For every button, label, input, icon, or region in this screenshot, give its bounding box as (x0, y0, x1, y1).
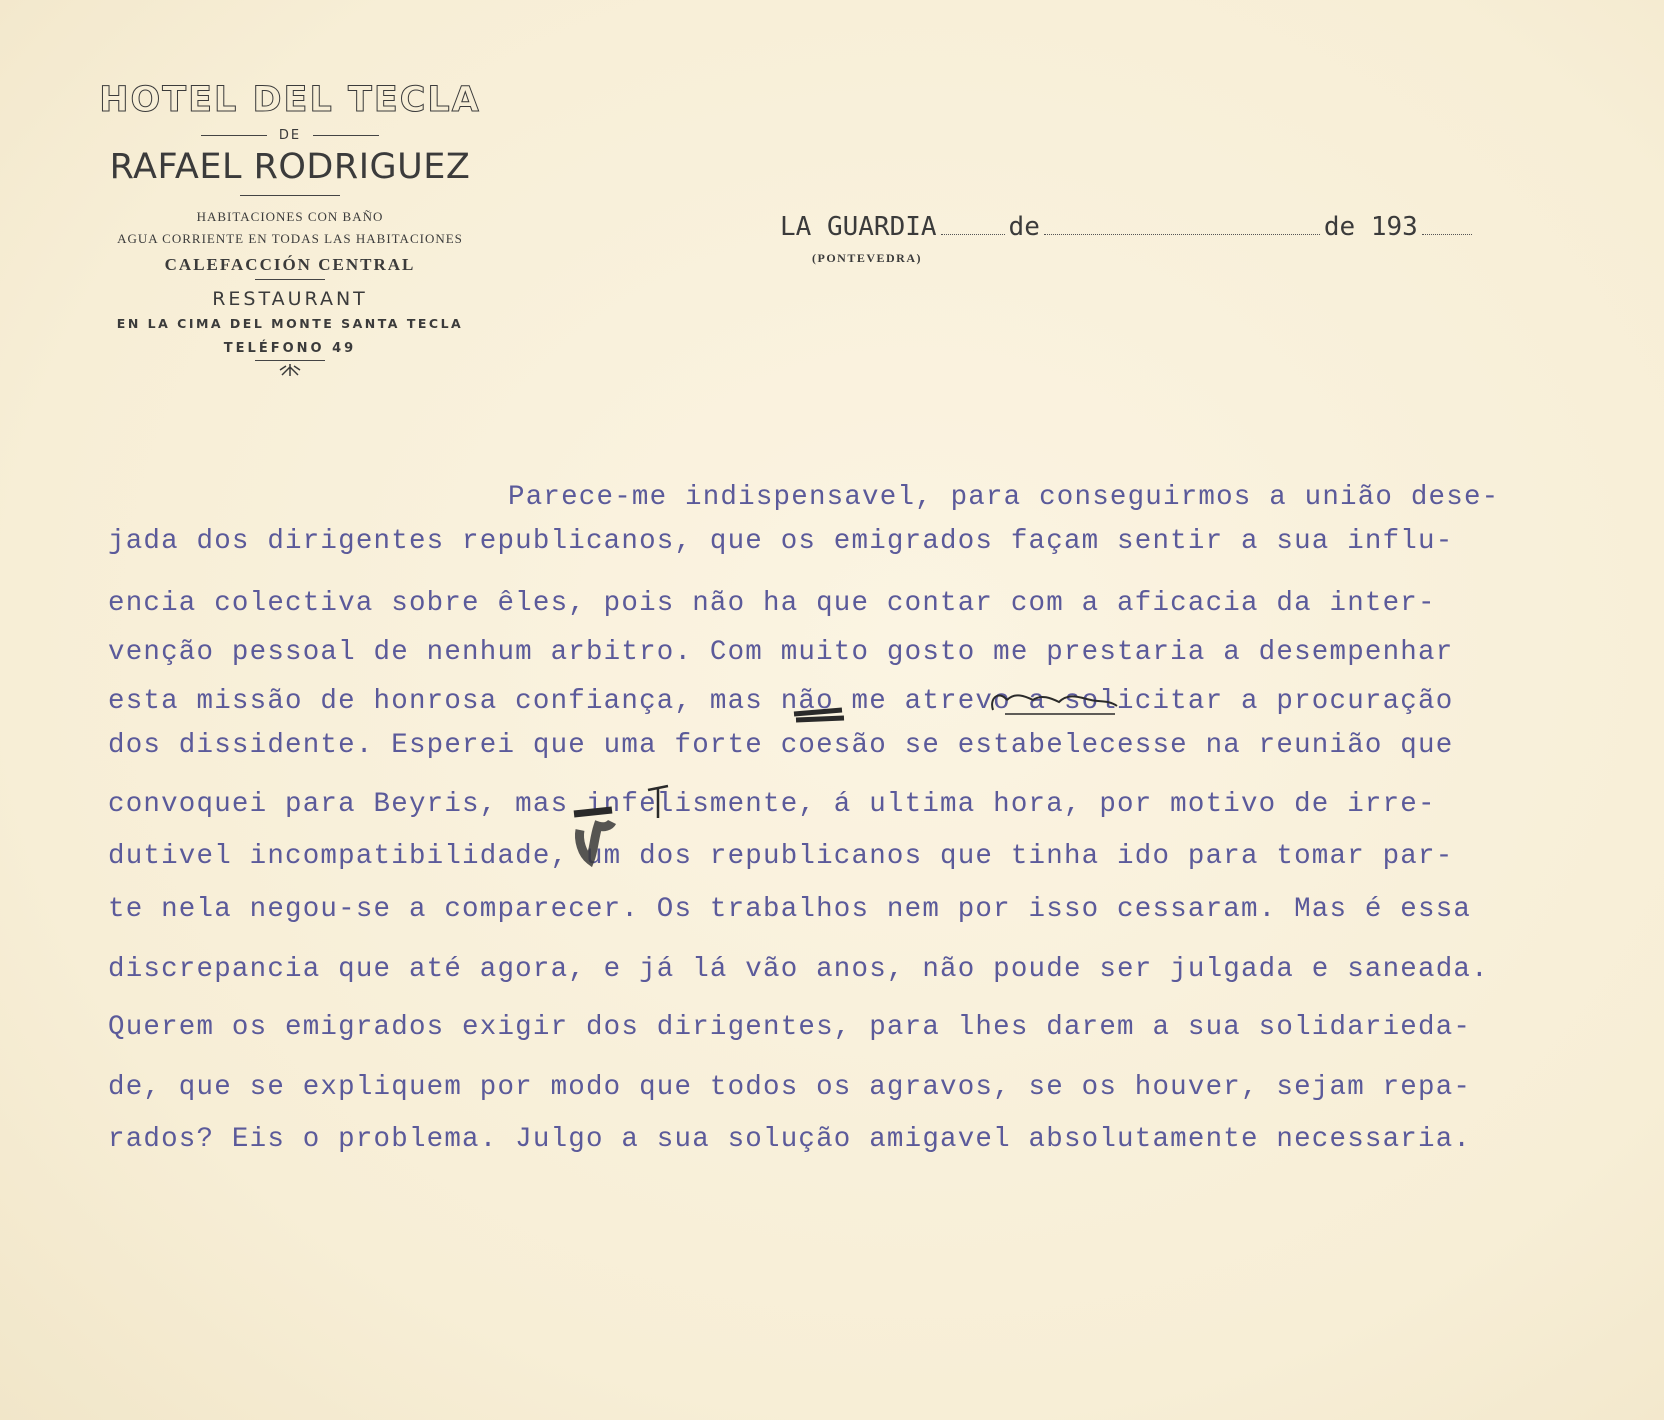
text-line: discrepancia que até agora, e já lá vão anos, não poude ser julgada e saneada. (108, 954, 1489, 985)
text-line: esta missão de honrosa confiança, mas não me atrevo a solicitar a procuração (108, 686, 1454, 717)
dateline (780, 212, 1476, 242)
text-line: Parece-me indispensavel, para conseguirmos a união dese- (508, 482, 1500, 513)
divider-rule (255, 360, 325, 361)
text-line: rados? Eis o problema. Julgo a sua solução amigavel absolutamente necessaria. (108, 1124, 1472, 1155)
ornament-icon (60, 363, 520, 381)
de-label: DE (278, 128, 302, 143)
year-prefix: de 193 (1323, 212, 1418, 242)
ink-blot (560, 780, 640, 870)
letterhead (60, 80, 520, 381)
divider-rule (255, 279, 325, 280)
text-line: dos dissidente. Esperei que uma forte coesão se estabelecesse na reunião que (108, 730, 1454, 761)
month-blank (1044, 230, 1320, 235)
text-line: dutivel incompatibilidade, um dos republicanos que tinha ido para tomar par- (108, 841, 1454, 872)
text-line: Querem os emigrados exigir dos dirigentes, para lhes darem a sua solidarieda- (108, 1012, 1472, 1043)
location-line: EN LA CIMA DEL MONTE SANTA TECLA (116, 316, 464, 331)
handwritten-annotation (985, 678, 1135, 718)
text-line: te nela negou-se a comparecer. Os trabalhos nem por isso cessaram. Mas é essa (108, 894, 1472, 925)
divider-rule (240, 195, 340, 196)
amenity-line: AGUA CORRIENTE EN TODAS LAS HABITACIONES (117, 231, 463, 246)
text-line: jada dos dirigentes republicanos, que os emigrados façam sentir a sua influ- (108, 526, 1454, 557)
divider-line (201, 135, 267, 136)
hotel-name: HOTEL DEL TECLA (99, 80, 481, 120)
region-label: (PONTEVEDRA) (812, 251, 922, 265)
telephone-line: TELÉFONO 49 (223, 341, 357, 356)
text-line: de, que se expliquem por modo que todos os agravos, se os houver, sejam repa- (108, 1072, 1472, 1103)
year-blank (1422, 230, 1472, 235)
place-name: LA GUARDIA (780, 212, 937, 242)
heating-line: CALEFACCIÓN CENTRAL (164, 255, 416, 274)
de-label: de (1008, 212, 1040, 242)
strikeout-mark (790, 700, 850, 730)
de-divider (60, 128, 520, 143)
amenity-line: HABITACIONES CON BAÑO (196, 209, 384, 224)
text-line: encia colectiva sobre êles, pois não ha que contar com a aficacia da inter- (108, 588, 1436, 619)
restaurant-line: RESTAURANT (212, 288, 368, 310)
text-line: convoquei para Beyris, mas infelismente, á ultima hora, por motivo de irre- (108, 789, 1436, 820)
day-blank (941, 230, 1005, 235)
divider-line (313, 135, 379, 136)
owner-name: RAFAEL RODRIGUEZ (109, 147, 471, 187)
text-line: venção pessoal de nenhum arbitro. Com muito gosto me prestaria a desempenhar (108, 637, 1454, 668)
handwritten-correction (644, 782, 674, 822)
